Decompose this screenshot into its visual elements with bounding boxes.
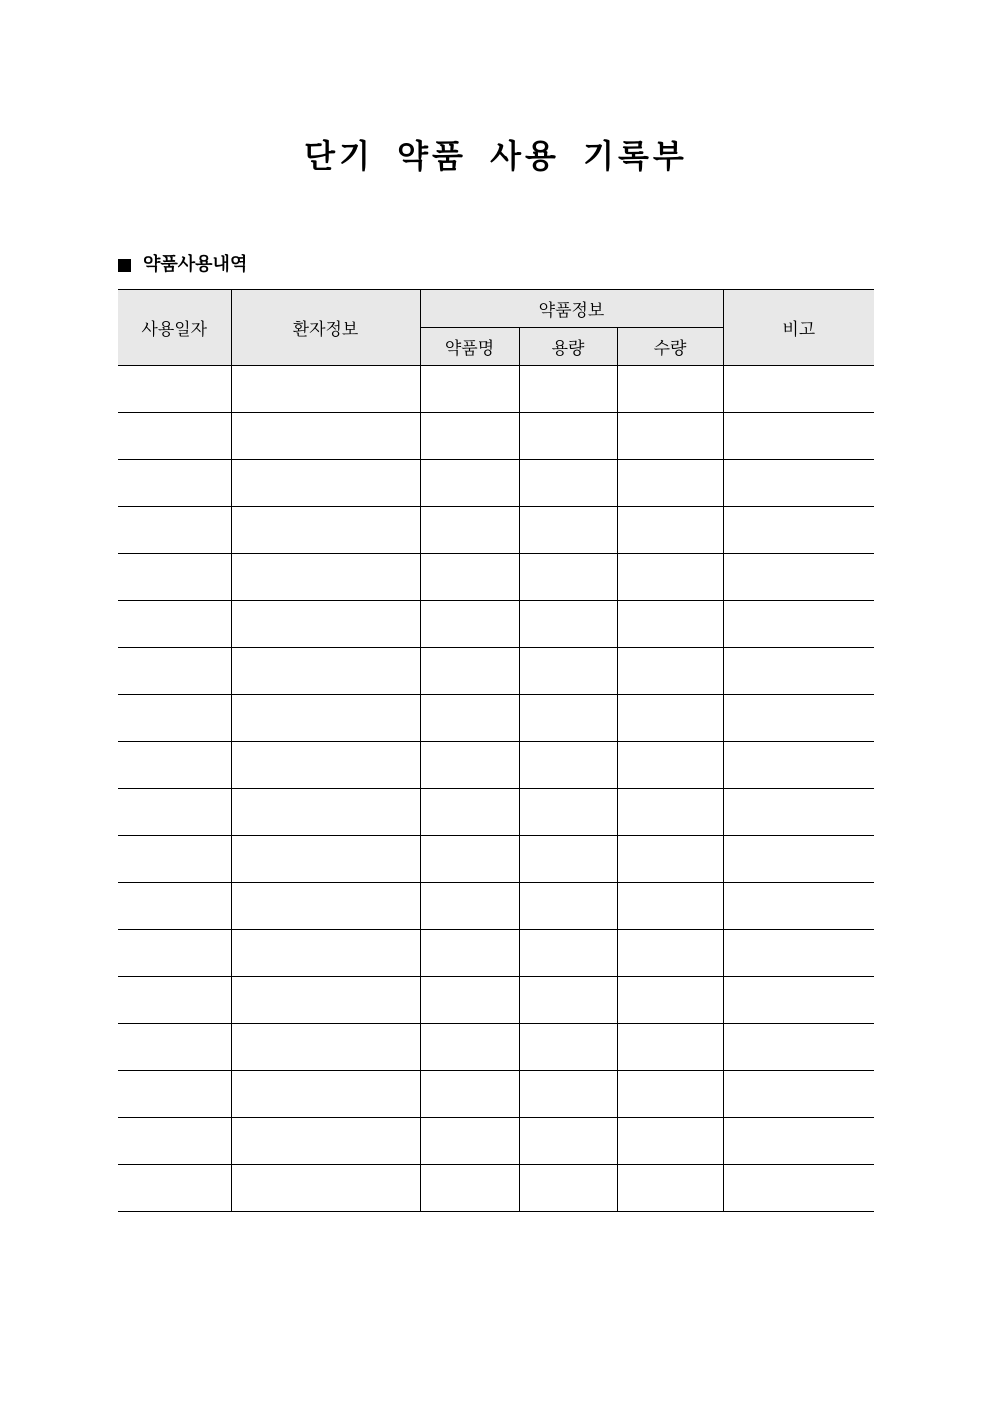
cell-dose[interactable] (519, 413, 617, 460)
cell-dose[interactable] (519, 1165, 617, 1212)
cell-drug-name[interactable] (420, 789, 519, 836)
cell-quantity[interactable] (617, 883, 723, 930)
cell-quantity[interactable] (617, 648, 723, 695)
cell-remarks[interactable] (723, 1071, 874, 1118)
cell-patient-info[interactable] (231, 507, 420, 554)
cell-dose[interactable] (519, 789, 617, 836)
cell-remarks[interactable] (723, 1024, 874, 1071)
header-drug-name: 약품명 (420, 328, 519, 366)
cell-date[interactable] (118, 836, 231, 883)
cell-date[interactable] (118, 883, 231, 930)
cell-patient-info[interactable] (231, 413, 420, 460)
cell-patient-info[interactable] (231, 930, 420, 977)
header-drug-info: 약품정보 (420, 290, 723, 328)
table-row (118, 977, 874, 1024)
cell-dose[interactable] (519, 601, 617, 648)
table-row (118, 1118, 874, 1165)
cell-drug-name[interactable] (420, 742, 519, 789)
cell-remarks[interactable] (723, 366, 874, 413)
cell-drug-name[interactable] (420, 554, 519, 601)
cell-quantity[interactable] (617, 695, 723, 742)
cell-quantity[interactable] (617, 1071, 723, 1118)
table-row (118, 742, 874, 789)
cell-drug-name[interactable] (420, 977, 519, 1024)
cell-dose[interactable] (519, 460, 617, 507)
header-date: 사용일자 (118, 290, 231, 366)
cell-dose[interactable] (519, 1118, 617, 1165)
cell-quantity[interactable] (617, 977, 723, 1024)
cell-dose[interactable] (519, 554, 617, 601)
cell-dose[interactable] (519, 507, 617, 554)
cell-quantity[interactable] (617, 554, 723, 601)
table-row (118, 1071, 874, 1118)
cell-drug-name[interactable] (420, 836, 519, 883)
cell-dose[interactable] (519, 1024, 617, 1071)
cell-date[interactable] (118, 789, 231, 836)
cell-date[interactable] (118, 413, 231, 460)
cell-dose[interactable] (519, 977, 617, 1024)
cell-date[interactable] (118, 1165, 231, 1212)
cell-dose[interactable] (519, 930, 617, 977)
cell-remarks[interactable] (723, 836, 874, 883)
cell-patient-info[interactable] (231, 554, 420, 601)
cell-quantity[interactable] (617, 366, 723, 413)
table-row (118, 695, 874, 742)
cell-remarks[interactable] (723, 789, 874, 836)
cell-date[interactable] (118, 977, 231, 1024)
cell-date[interactable] (118, 601, 231, 648)
cell-date[interactable] (118, 366, 231, 413)
cell-patient-info[interactable] (231, 883, 420, 930)
cell-remarks[interactable] (723, 413, 874, 460)
cell-remarks[interactable] (723, 930, 874, 977)
cell-dose[interactable] (519, 1071, 617, 1118)
table-body (118, 366, 874, 1212)
table-row (118, 930, 874, 977)
cell-dose[interactable] (519, 366, 617, 413)
cell-remarks[interactable] (723, 648, 874, 695)
cell-drug-name[interactable] (420, 507, 519, 554)
cell-drug-name[interactable] (420, 1118, 519, 1165)
page-title: 단기 약품 사용 기록부 (304, 137, 688, 175)
header-dose: 용량 (519, 328, 617, 366)
cell-date[interactable] (118, 695, 231, 742)
cell-patient-info[interactable] (231, 1071, 420, 1118)
cell-patient-info[interactable] (231, 789, 420, 836)
cell-patient-info[interactable] (231, 601, 420, 648)
cell-dose[interactable] (519, 648, 617, 695)
cell-remarks[interactable] (723, 883, 874, 930)
cell-date[interactable] (118, 648, 231, 695)
cell-remarks[interactable] (723, 460, 874, 507)
table-row (118, 1024, 874, 1071)
cell-quantity[interactable] (617, 460, 723, 507)
cell-remarks[interactable] (723, 1118, 874, 1165)
cell-patient-info[interactable] (231, 977, 420, 1024)
table-row (118, 648, 874, 695)
cell-drug-name[interactable] (420, 413, 519, 460)
cell-patient-info[interactable] (231, 1024, 420, 1071)
header-patient-info: 환자정보 (231, 290, 420, 366)
cell-remarks[interactable] (723, 601, 874, 648)
cell-date[interactable] (118, 554, 231, 601)
table-row (118, 789, 874, 836)
cell-patient-info[interactable] (231, 742, 420, 789)
cell-quantity[interactable] (617, 601, 723, 648)
cell-date[interactable] (118, 460, 231, 507)
cell-drug-name[interactable] (420, 648, 519, 695)
cell-patient-info[interactable] (231, 366, 420, 413)
cell-drug-name[interactable] (420, 695, 519, 742)
cell-quantity[interactable] (617, 413, 723, 460)
cell-drug-name[interactable] (420, 1071, 519, 1118)
cell-remarks[interactable] (723, 554, 874, 601)
cell-date[interactable] (118, 742, 231, 789)
cell-date[interactable] (118, 1118, 231, 1165)
cell-remarks[interactable] (723, 742, 874, 789)
cell-quantity[interactable] (617, 742, 723, 789)
cell-drug-name[interactable] (420, 601, 519, 648)
table-row (118, 554, 874, 601)
cell-quantity[interactable] (617, 930, 723, 977)
table-row (118, 1165, 874, 1212)
cell-drug-name[interactable] (420, 930, 519, 977)
cell-remarks[interactable] (723, 507, 874, 554)
cell-date[interactable] (118, 930, 231, 977)
cell-remarks[interactable] (723, 695, 874, 742)
header-remarks: 비고 (723, 290, 874, 366)
cell-remarks[interactable] (723, 1165, 874, 1212)
table-row (118, 836, 874, 883)
square-bullet-icon (118, 259, 131, 272)
header-quantity: 수량 (617, 328, 723, 366)
cell-quantity[interactable] (617, 1165, 723, 1212)
cell-remarks[interactable] (723, 977, 874, 1024)
cell-dose[interactable] (519, 742, 617, 789)
cell-drug-name[interactable] (420, 1165, 519, 1212)
cell-dose[interactable] (519, 695, 617, 742)
table-row (118, 460, 874, 507)
cell-quantity[interactable] (617, 1024, 723, 1071)
cell-patient-info[interactable] (231, 648, 420, 695)
table-row (118, 366, 874, 413)
cell-patient-info[interactable] (231, 695, 420, 742)
cell-drug-name[interactable] (420, 1024, 519, 1071)
table-row (118, 413, 874, 460)
section-heading-label: 약품사용내역 (143, 254, 248, 275)
cell-patient-info[interactable] (231, 836, 420, 883)
cell-quantity[interactable] (617, 836, 723, 883)
cell-dose[interactable] (519, 836, 617, 883)
table-row (118, 507, 874, 554)
cell-patient-info[interactable] (231, 1118, 420, 1165)
cell-date[interactable] (118, 1024, 231, 1071)
cell-patient-info[interactable] (231, 460, 420, 507)
cell-quantity[interactable] (617, 789, 723, 836)
cell-date[interactable] (118, 1071, 231, 1118)
cell-quantity[interactable] (617, 1118, 723, 1165)
cell-drug-name[interactable] (420, 366, 519, 413)
cell-patient-info[interactable] (231, 1165, 420, 1212)
cell-drug-name[interactable] (420, 883, 519, 930)
header-row-top (118, 290, 874, 328)
cell-date[interactable] (118, 507, 231, 554)
cell-quantity[interactable] (617, 507, 723, 554)
section-heading (118, 252, 247, 278)
table-row (118, 601, 874, 648)
table-row (118, 883, 874, 930)
drug-usage-table (118, 289, 874, 1212)
cell-drug-name[interactable] (420, 460, 519, 507)
cell-dose[interactable] (519, 883, 617, 930)
